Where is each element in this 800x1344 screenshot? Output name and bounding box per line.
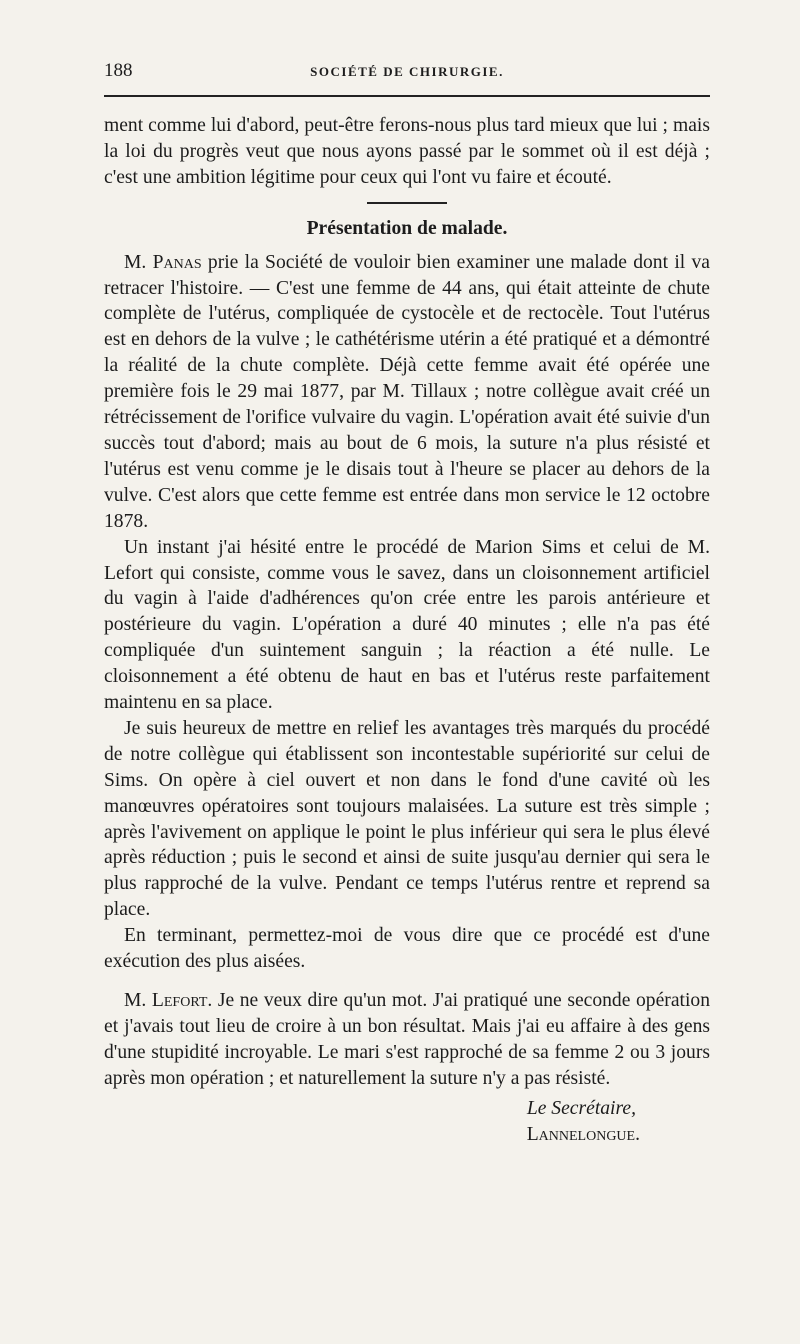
header-rule	[104, 95, 710, 97]
continuation-paragraph: ment comme lui d'abord, peut-être ferons-nous plus tard mieux que lui ; mais la loi du progrès veut que nous ayons passé par le sommet où il est déjà ; c'est une ambition légitime pour ceux qui l'ont vu faire et écouté.	[104, 115, 710, 188]
page-number: 188	[104, 60, 133, 81]
page-header	[104, 60, 710, 88]
speaker-lefort: M. Lefort.	[124, 990, 213, 1011]
lefort-paragraph	[104, 988, 710, 1092]
panas-paragraph-1	[104, 250, 710, 535]
signature-title: Le Secrétaire,	[526, 1097, 636, 1119]
section-separator	[367, 202, 447, 204]
panas-paragraph-4: En terminant, permettez-moi de vous dire que ce procédé est d'une exécution des plus aisées.	[104, 925, 710, 973]
panas-paragraph-3: Je suis heureux de mettre en relief les avantages très marqués du procédé de notre collègue qui établissent son incontestable supériorité sur celui de Sims. On opère à ciel ouvert et non dans le fond d'une cavité où les manœuvres opératoires sont toujours malaisées. La suture est très simple ; après l'avivement on applique le point le plus inférieur qui sera le plus élevé après réduction ; puis le second et ainsi de suite jusqu'au dernier qui sera le plus rapproché de la vulve. Pendant ce temps l'utérus rentre et reprend sa place.	[104, 717, 710, 921]
signature-name: Lannelongue.	[526, 1123, 640, 1145]
panas-text-1: prie la Société de vouloir bien examiner une malade dont il va retracer l'histoire. — C'est une femme de 44 ans, qui était atteinte de chute complète de l'utérus, compliquée de cystocèle et de rectocèle. Tout l'utérus est en dehors de la vulve ; le cathétérisme utérin a été pratiqué et a démontré la réalité de la chute complète. Déjà cette femme avait été opérée une première fois le 29 mai 1877, par M. Tillaux ; notre collègue avait créé un rétrécissement de l'orifice vulvaire du vagin. L'opération avait été suivie d'un succès tout d'abord; mais au bout de 6 mois, la suture n'a plus résisté et l'utérus est venu comme je le disais tout à l'heure se placer au dehors de la vulve. C'est alors que cette femme est entrée dans mon service le 12 octobre 1878.	[104, 251, 710, 532]
lefort-text: Je ne veux dire qu'un mot. J'ai pratiqué une seconde opération et j'avais tout lieu de croire à un bon résultat. Mais j'ai eu affaire à des gens d'une stupidité incroyable. Le mari s'est rapproché de sa femme 2 ou 3 jours après mon opération ; et naturellement la suture n'y a pas résisté.	[104, 990, 710, 1089]
panas-paragraph-2: Un instant j'ai hésité entre le procédé de Marion Sims et celui de M. Lefort qui consiste, comme vous le savez, dans un cloisonnement artificiel du vagin à l'aide d'adhérences qu'on crée entre les parois antérieure et postérieure du vagin. L'opération a duré 40 minutes ; elle n'a pas été compliquée d'un suintement sanguin ; la réaction a été nulle. Le cloisonnement a été obtenu de haut en bas et l'utérus reste parfaitement maintenu en sa place.	[104, 536, 710, 714]
section-title: Présentation de malade.	[306, 217, 508, 239]
page-body	[104, 113, 710, 1147]
signature	[104, 1096, 710, 1148]
speaker-panas: M. Panas	[124, 251, 202, 273]
running-title: SOCIÉTÉ DE CHIRURGIE.	[310, 64, 504, 79]
paragraph-gap	[104, 975, 710, 988]
